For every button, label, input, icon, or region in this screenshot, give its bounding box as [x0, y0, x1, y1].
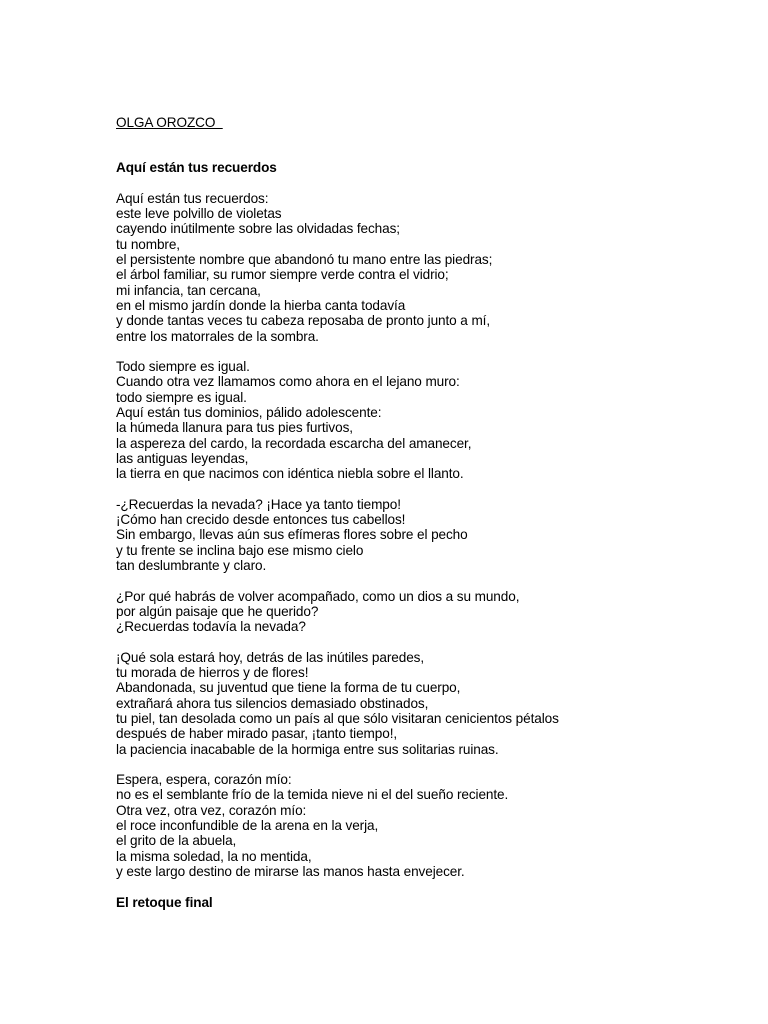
- poem-line: Sin embargo, llevas aún sus efímeras flores sobre el pecho: [116, 527, 468, 543]
- poem-line: ¡Qué sola estará hoy, detrás de las inútiles paredes,: [116, 649, 425, 665]
- author-name: OLGA OROZCO: [116, 115, 223, 130]
- poem-line: tu piel, tan desolada como un país al que sólo visitaran cenicientos pétalos: [116, 710, 559, 726]
- poem-line: la aspereza del cardo, la recordada escarcha del amanecer,: [116, 435, 472, 451]
- poem-line: Aquí están tus dominios, pálido adolescente:: [116, 405, 382, 421]
- poem-document: [116, 115, 736, 911]
- stanza: [116, 191, 736, 344]
- poem-line: ¿Por qué habrás de volver acompañado, como un dios a su mundo,: [116, 588, 520, 604]
- poem-line: y tu frente se inclina bajo ese mismo cielo: [116, 542, 364, 558]
- stanza: [116, 497, 736, 573]
- poem-line: Todo siempre es igual.: [116, 359, 250, 375]
- stanza: [116, 589, 736, 635]
- poem-line: después de haber mirado pasar, ¡tanto tiempo!,: [116, 726, 398, 742]
- poem-line: mi infancia, tan cercana,: [116, 282, 261, 298]
- stanza: [116, 650, 736, 757]
- poem-line: tu nombre,: [116, 236, 180, 252]
- poem-title: Aquí están tus recuerdos: [116, 160, 277, 176]
- poem-line: la tierra en que nacimos con idéntica niebla sobre el llanto.: [116, 466, 464, 482]
- poem-line: y este largo destino de mirarse las manos hasta envejecer.: [116, 863, 465, 879]
- stanza: [116, 772, 736, 879]
- poem-line: todo siempre es igual.: [116, 389, 247, 405]
- poem-line: Espera, espera, corazón mío:: [116, 772, 292, 788]
- poem-line: la húmeda llanura para tus pies furtivos,: [116, 420, 353, 436]
- poem-line: este leve polvillo de violetas: [116, 206, 282, 222]
- poem-line: entre los matorrales de la sombra.: [116, 328, 319, 344]
- poem-line: ¿Recuerdas todavía la nevada?: [116, 619, 306, 635]
- poem-line: en el mismo jardín donde la hierba canta todavía: [116, 297, 406, 313]
- poem-line: la paciencia inacabable de la hormiga entre sus solitarias ruinas.: [116, 741, 499, 757]
- stanza: [116, 359, 736, 481]
- poem-line: por algún paisaje que he querido?: [116, 603, 319, 619]
- poem-line: la misma soledad, la no mentida,: [116, 848, 312, 864]
- poem-line: tu morada de hierros y de flores!: [116, 665, 309, 681]
- poem-line: Otra vez, otra vez, corazón mío:: [116, 802, 307, 818]
- next-poem-title: El retoque final: [116, 895, 213, 911]
- poem-line: y donde tantas veces tu cabeza reposaba de pronto junto a mí,: [116, 313, 491, 329]
- poem-line: extrañará ahora tus silencios demasiado obstinados,: [116, 695, 429, 711]
- poem-line: el roce inconfundible de la arena en la verja,: [116, 818, 379, 834]
- poem-line: ¡Cómo han crecido desde entonces tus cabellos!: [116, 512, 406, 528]
- poem-line: -¿Recuerdas la nevada? ¡Hace ya tanto tiempo!: [116, 496, 401, 512]
- poem-line: el persistente nombre que abandonó tu mano entre las piedras;: [116, 252, 493, 268]
- poem-line: Aquí están tus recuerdos:: [116, 190, 269, 206]
- poem-line: no es el semblante frío de la temida nieve ni el del sueño reciente.: [116, 787, 509, 803]
- poem-line: cayendo inútilmente sobre las olvidadas fechas;: [116, 221, 400, 237]
- poem-line: el grito de la abuela,: [116, 833, 237, 849]
- poem-line: las antiguas leyendas,: [116, 450, 249, 466]
- poem-line: Abandonada, su juventud que tiene la forma de tu cuerpo,: [116, 680, 461, 696]
- poem-line: tan deslumbrante y claro.: [116, 558, 267, 574]
- poem-line: Cuando otra vez llamamos como ahora en el lejano muro:: [116, 374, 460, 390]
- poem-line: el árbol familiar, su rumor siempre verde contra el vidrio;: [116, 267, 449, 283]
